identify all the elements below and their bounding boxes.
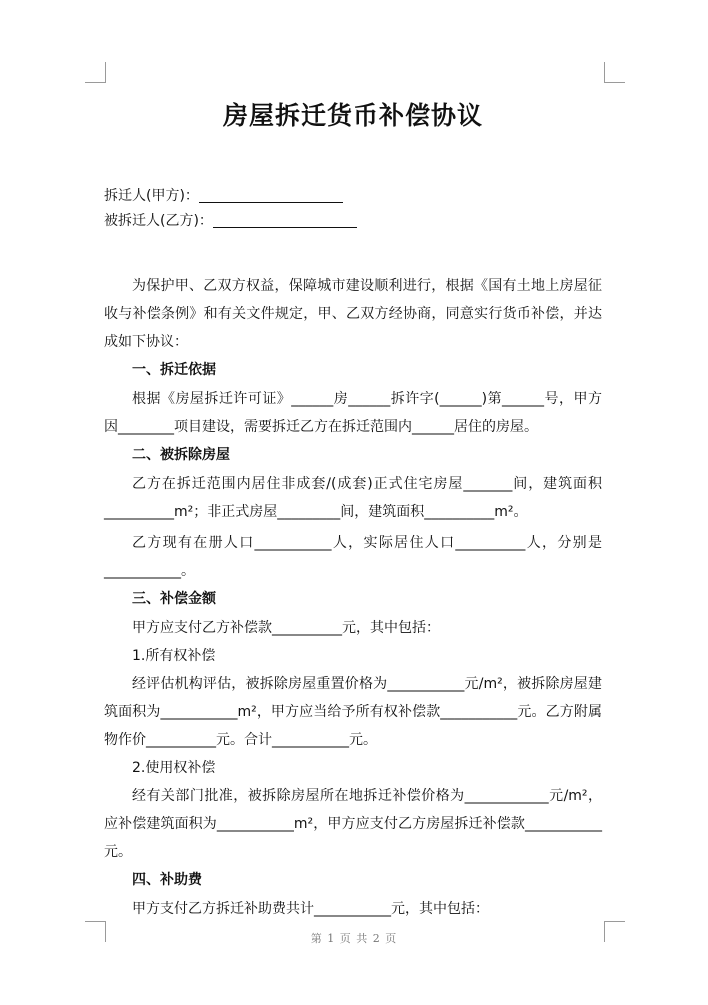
party-a-blank[interactable] — [199, 186, 343, 203]
party-b-label: 被拆迁人(乙方)： — [104, 213, 213, 229]
crop-mark-top-right — [604, 62, 625, 83]
party-a-label: 拆迁人(甲方)： — [104, 188, 199, 204]
section-heading-basis: 一、拆迁依据 — [132, 362, 216, 378]
intro-paragraph: 为保护甲、乙双方权益，保障城市建设顺利进行，根据《国有土地上房屋征收与补偿条例》和有关文件规定，甲、乙双方经协商，同意实行货币补偿，并达成如下协议： — [104, 278, 602, 350]
party-b-line — [104, 209, 602, 234]
subheading-usage-compensation: 2.使用权补偿 — [132, 760, 216, 776]
document-body — [104, 94, 602, 923]
subheading-ownership-compensation: 1.所有权补偿 — [132, 648, 216, 664]
section-heading-demolished-house: 二、被拆除房屋 — [132, 447, 230, 463]
section-house-paragraph-1: 乙方在拆迁范围内居住非成套/(成套)正式住宅房屋_______间，建筑面积__________m²；非正式房屋_________间，建筑面积__________m²。 — [104, 476, 602, 520]
section-heading-compensation: 三、补偿金额 — [132, 591, 216, 607]
compensation-total-paragraph: 甲方应支付乙方补偿款__________元，其中包括： — [132, 620, 440, 636]
party-b-blank[interactable] — [213, 211, 357, 228]
subsidy-paragraph: 甲方支付乙方拆迁补助费共计___________元，其中包括： — [132, 901, 489, 917]
usage-compensation-paragraph: 经有关部门批准，被拆除房屋所在地拆迁补偿价格为____________元/m²，应补偿建筑面积为___________m²，甲方应支付乙方房屋拆迁补偿款___________元。 — [104, 788, 602, 860]
document-title: 房屋拆迁货币补偿协议 — [222, 101, 483, 130]
section-house-paragraph-2: 乙方现有在册人口___________人，实际居住人口__________人，分别是___________。 — [104, 535, 602, 579]
crop-mark-top-left — [85, 62, 106, 83]
page-footer: 第 1 页 共 2 页 — [310, 932, 398, 945]
party-a-line — [104, 184, 602, 209]
section-heading-subsidy: 四、补助费 — [132, 872, 202, 888]
section-basis-paragraph: 根据《房屋拆迁许可证》______房______拆许字(______)第______号，甲方因________项目建设，需要拆迁乙方在拆迁范围内______居住的房屋。 — [104, 391, 602, 435]
ownership-compensation-paragraph: 经评估机构评估，被拆除房屋重置价格为___________元/m²，被拆除房屋建筑面积为___________m²，甲方应当给予所有权补偿款___________元。乙方附属物作价__________元。合计___________元。 — [104, 676, 602, 748]
